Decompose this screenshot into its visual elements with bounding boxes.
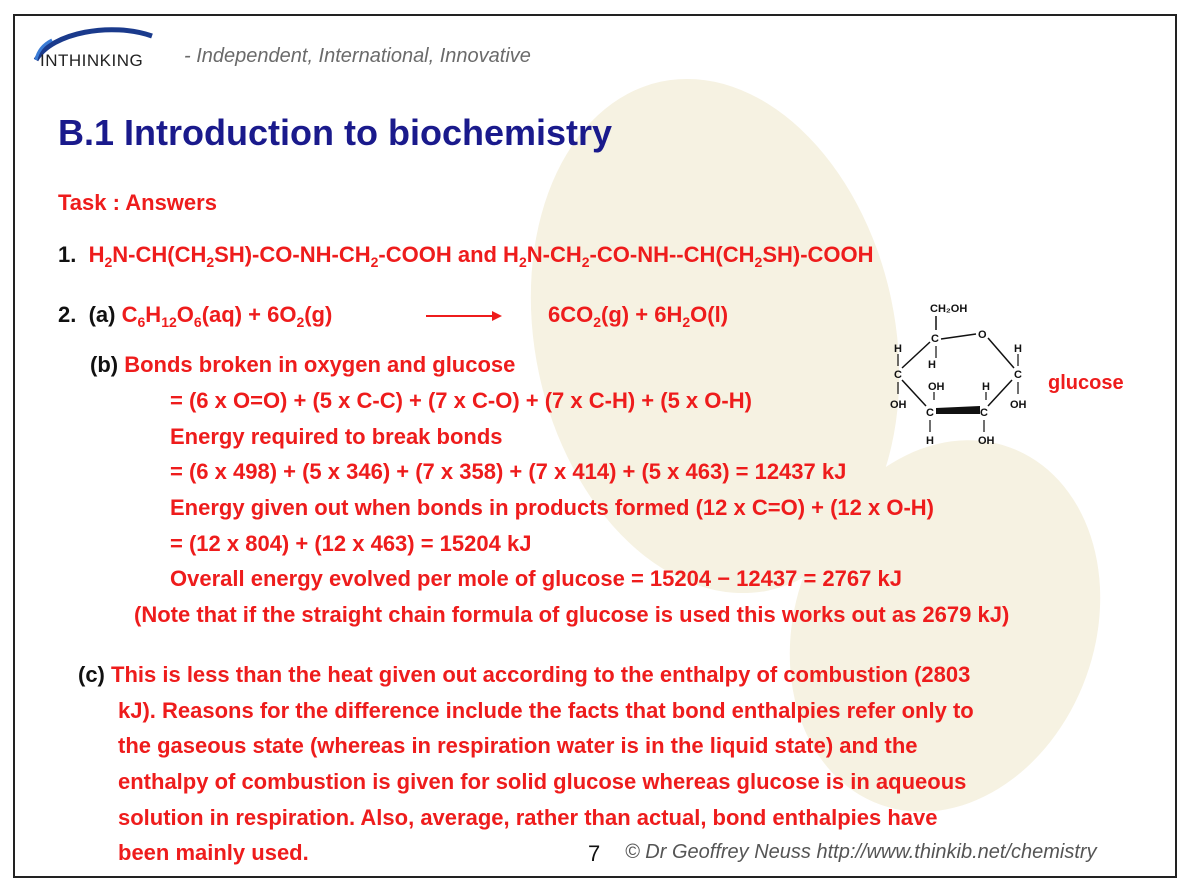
part-label: (a)	[88, 302, 116, 327]
svg-text:O: O	[978, 329, 987, 341]
peptide-formulas: $H_2N-CH(CH_2SH)-CO-NH-CH_2$-COOH and $H_2N-CH_2-CO-NH--CH(CH_2SH)$-COOH	[88, 242, 874, 270]
question-2c-line-4: enthalpy of combustion is given for solid glucose whereas glucose is in aqueous	[118, 769, 967, 794]
part-label: (b)	[90, 352, 119, 377]
question-2c-line-6: been mainly used.	[118, 840, 309, 865]
logo-text: INTHINKING	[40, 51, 144, 68]
glucose-structure	[884, 296, 1044, 452]
svg-text:OH: OH	[890, 399, 907, 411]
note-straight-chain: (Note that if the straight chain formula of glucose is used this works out as 2679 kJ)	[134, 602, 1010, 627]
question-1	[58, 240, 874, 277]
energy-formed-calc: = (12 x 804) + (12 x 463) = 15204 kJ	[170, 531, 532, 556]
question-number: 1.	[58, 242, 77, 267]
question-2b-heading: (b) Bonds broken in oxygen and glucose	[90, 352, 516, 377]
footer-credit: © Dr Geoffrey Neuss http://www.thinkib.net/chemistry	[625, 841, 1097, 863]
svg-text:H: H	[1014, 343, 1022, 355]
inthinking-logo	[32, 26, 182, 73]
task-heading: Task : Answers	[58, 190, 217, 215]
logo-swoosh-icon	[32, 26, 182, 68]
energy-formed-heading: Energy given out when bonds in products formed (12 x C=O) + (12 x O-H)	[170, 495, 934, 520]
reaction-arrow-icon	[426, 308, 502, 324]
svg-text:CH₂OH: CH₂OH	[930, 303, 968, 315]
question-2a	[58, 300, 332, 337]
svg-text:OH: OH	[978, 435, 995, 447]
question-number: 2.	[58, 302, 77, 327]
glucose-label: glucose	[1048, 372, 1124, 394]
energy-break-calc: = (6 x 498) + (5 x 346) + (7 x 358) + (7 x 414) + (5 x 463) = 12437 kJ	[170, 459, 847, 484]
question-2c-line-3: the gaseous state (whereas in respiration water is in the liquid state) and the	[118, 733, 918, 758]
reactants: $C_6H_{12}O_6(aq) + 6O_2(g)$	[121, 302, 333, 330]
page-title: B.1 Introduction to biochemistry	[58, 112, 613, 153]
svg-text:H: H	[894, 343, 902, 355]
svg-text:OH: OH	[928, 381, 945, 393]
svg-text:OH: OH	[1010, 399, 1027, 411]
products: $6CO_2(g) + 6H_2O(l)$	[548, 302, 729, 330]
part-label: (c)	[78, 662, 105, 687]
overall-energy: Overall energy evolved per mole of glucose = 15204 − 12437 = 2767 kJ	[170, 566, 902, 591]
question-2c-line-1: (c) This is less than the heat given out according to the enthalpy of combustion (2803	[78, 662, 971, 687]
page-number: 7	[588, 841, 601, 866]
question-2c-line-2: kJ). Reasons for the difference include the facts that bond enthalpies refer only to	[118, 698, 974, 723]
svg-text:C: C	[931, 333, 939, 345]
energy-break-heading: Energy required to break bonds	[170, 424, 503, 449]
question-2c-line-5: solution in respiration. Also, average, rather than actual, bond enthalpies have	[118, 805, 938, 830]
svg-text:H: H	[926, 435, 934, 447]
tagline: - Independent, International, Innovative	[184, 45, 531, 67]
svg-text:C: C	[926, 407, 934, 419]
svg-text:C: C	[894, 369, 902, 381]
svg-text:C: C	[1014, 369, 1022, 381]
svg-text:H: H	[982, 381, 990, 393]
svg-text:C: C	[980, 407, 988, 419]
bonds-broken-expression: = (6 x O=O) + (5 x C-C) + (7 x C-O) + (7 x C-H) + (5 x O-H)	[170, 388, 752, 413]
svg-text:H: H	[928, 359, 936, 371]
